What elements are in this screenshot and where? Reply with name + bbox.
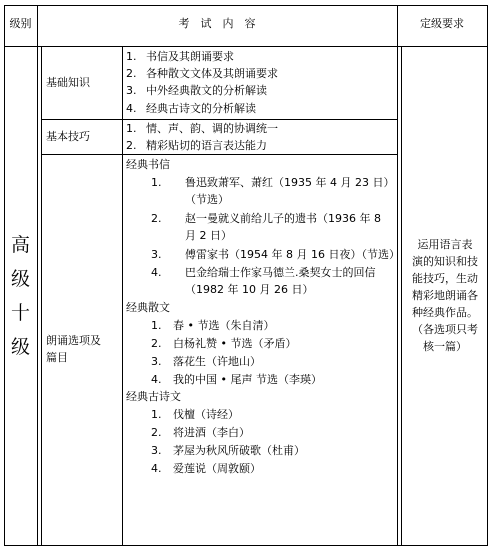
list-item: 4. 爱莲说（周敦颐） [151,462,261,475]
list-item-continuation: 月 2 日） [185,229,232,242]
level-col-line-1 [37,5,38,546]
basic-skills-label: 基本技巧 [46,130,90,143]
level-col-line-2 [41,46,42,546]
level-char: 级 [10,336,30,358]
list-item: 1. 春 • 节选（朱自清） [151,319,275,332]
list-item: 2. 将进酒（李白） [151,426,250,439]
list-item: 1. 书信及其朗诵要求 [126,50,234,63]
prose-title: 经典散文 [126,301,170,314]
list-item: 2. 精彩贴切的语言表达能力 [126,139,267,152]
list-item: 2. 赵一曼就义前给儿子的遗书（1936 年 8 [151,212,381,225]
list-item: 1. 伐檀（诗经） [151,408,239,421]
list-item-continuation: （1982 年 10 月 26 日） [185,283,314,296]
level-label [4,228,37,364]
level-char: 十 [10,302,30,324]
list-item-continuation: （节选） [185,193,229,206]
letters-title: 经典书信 [126,158,170,171]
list-item: 4. 经典古诗文的分析解读 [126,102,256,115]
level-char: 高 [10,234,30,256]
req-col-line-1 [397,5,398,546]
header-requirement: 定级要求 [420,17,464,30]
list-item: 3. 茅屋为秋风所破歌（杜甫） [151,444,305,457]
header-content: 考 试 内 容 [178,17,256,30]
list-item: 4. 巴金给瑞士作家马德兰.桑契女士的回信 [151,266,376,279]
list-item: 4. 我的中国 • 尾声 节选（李瑛） [151,373,322,386]
level-char: 级 [10,268,30,290]
requirement-text: 运用语言表 演的知识和技 能技巧，生动 精彩地朗诵各 种经典作品。 （各选项只考 核一篇） [412,238,478,353]
list-item: 2. 各种散文文体及其朗诵要求 [126,67,278,80]
recitation-label: 朗诵选项及 篇目 [46,334,101,364]
poetry-title: 经典古诗文 [126,390,181,403]
list-item: 1. 鲁迅致萧军、萧红（1935 年 4 月 23 日） [151,176,395,189]
row-divider-2 [41,154,398,155]
basic-knowledge-label: 基础知识 [46,76,90,89]
table-border-right [487,5,488,546]
list-item: 3. 傅雷家书（1954 年 8 月 16 日夜）（节选） [151,248,400,261]
list-item: 1. 情、声、韵、调的协调统一 [126,122,278,135]
list-item: 3. 落花生（许地山） [151,355,261,368]
header-level: 级别 [9,17,32,30]
list-item: 2. 白杨礼赞 • 节选（矛盾） [151,337,297,350]
list-item: 3. 中外经典散文的分析解读 [126,84,267,97]
header-divider [4,46,488,47]
table-border-bottom [4,545,488,546]
category-col-line [122,46,123,546]
req-col-line-2 [401,46,402,546]
